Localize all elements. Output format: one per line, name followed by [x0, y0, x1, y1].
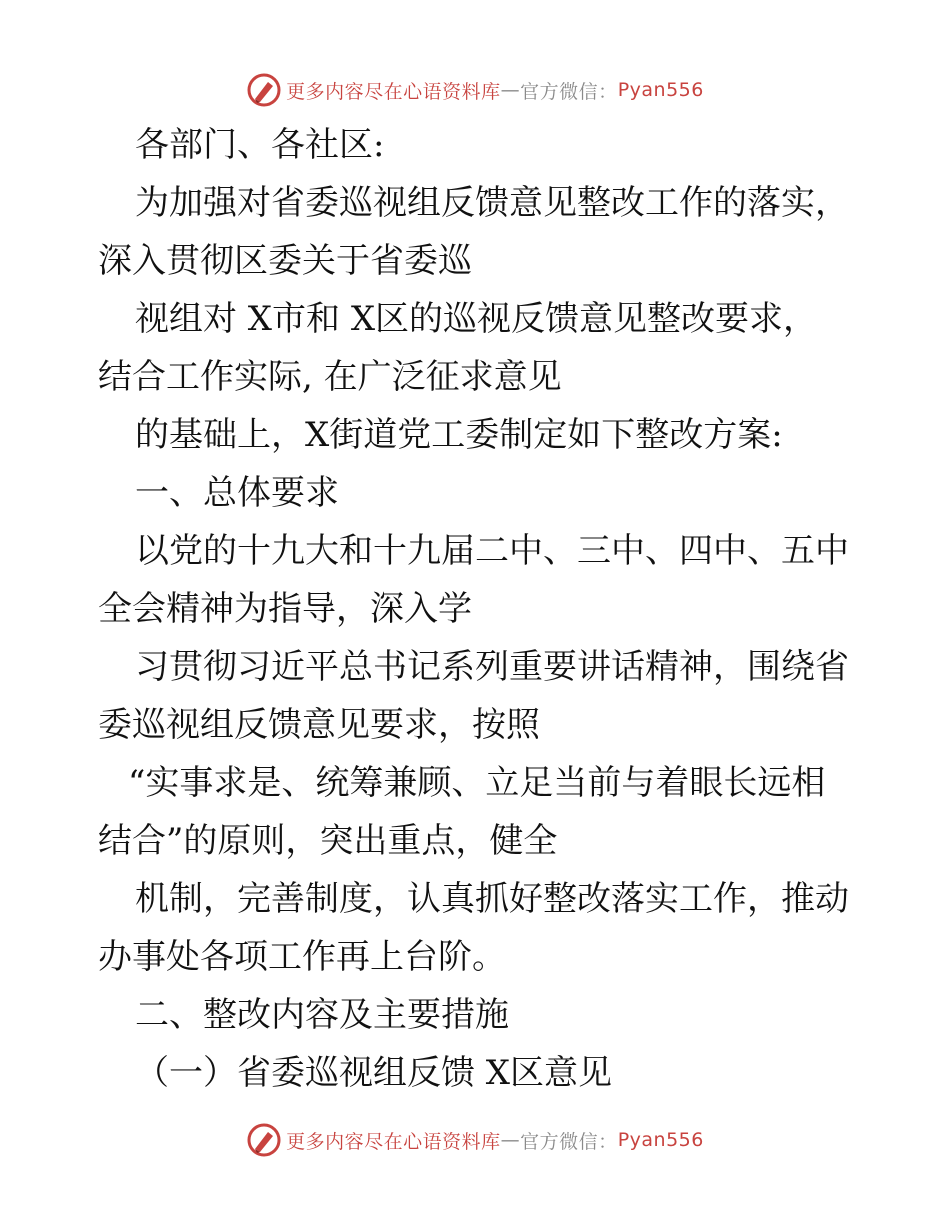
watermark-dash: —	[500, 79, 521, 101]
watermark-footer	[0, 1120, 950, 1160]
section-heading: 二、整改内容及主要措施	[135, 995, 509, 1035]
subsection-heading: （一）省委巡视组反馈 X区意见	[135, 1053, 613, 1093]
paragraph-line: 委巡视组反馈意见要求，按照	[98, 705, 540, 745]
watermark-main-text: 更多内容尽在心语资料库	[286, 80, 501, 103]
pen-circle-icon	[246, 72, 282, 108]
watermark-wechat-id: Pyan556	[617, 1129, 704, 1151]
paragraph-line: 深入贯彻区委关于省委巡	[98, 241, 472, 281]
watermark-suffix: 官方微信：	[520, 80, 618, 103]
paragraph-line: 结合”的原则，突出重点，健全	[98, 821, 558, 861]
watermark-suffix: 官方微信：	[520, 1130, 618, 1153]
paragraph-line: 的基础上，X街道党工委制定如下整改方案:	[135, 415, 783, 455]
watermark-dash: —	[500, 1129, 521, 1151]
watermark-header	[0, 70, 950, 110]
watermark-wechat-id: Pyan556	[617, 79, 704, 101]
paragraph-line: 机制，完善制度，认真抓好整改落实工作，推动	[135, 879, 849, 919]
paragraph-line: 全会精神为指导，深入学	[98, 589, 472, 629]
salutation: 各部门、各社区:	[135, 125, 385, 165]
watermark-main-text: 更多内容尽在心语资料库	[286, 1130, 501, 1153]
section-heading: 一、总体要求	[135, 473, 339, 513]
paragraph-line: 习贯彻习近平总书记系列重要讲话精神，围绕省	[135, 647, 849, 687]
pen-circle-icon	[246, 1122, 282, 1158]
paragraph-line: 视组对 X市和 X区的巡视反馈意见整改要求，	[135, 299, 818, 339]
paragraph-line: 为加强对省委巡视组反馈意见整改工作的落实，	[135, 183, 849, 223]
paragraph-line: 结合工作实际, 在广泛征求意见	[98, 357, 562, 397]
paragraph-line: 以党的十九大和十九届二中、三中、四中、五中	[135, 531, 849, 571]
paragraph-line: 办事处各项工作再上台阶。	[98, 937, 506, 977]
paragraph-line: “实事求是、统筹兼顾、立足当前与着眼长远相	[128, 763, 826, 803]
document-body	[98, 116, 858, 1102]
